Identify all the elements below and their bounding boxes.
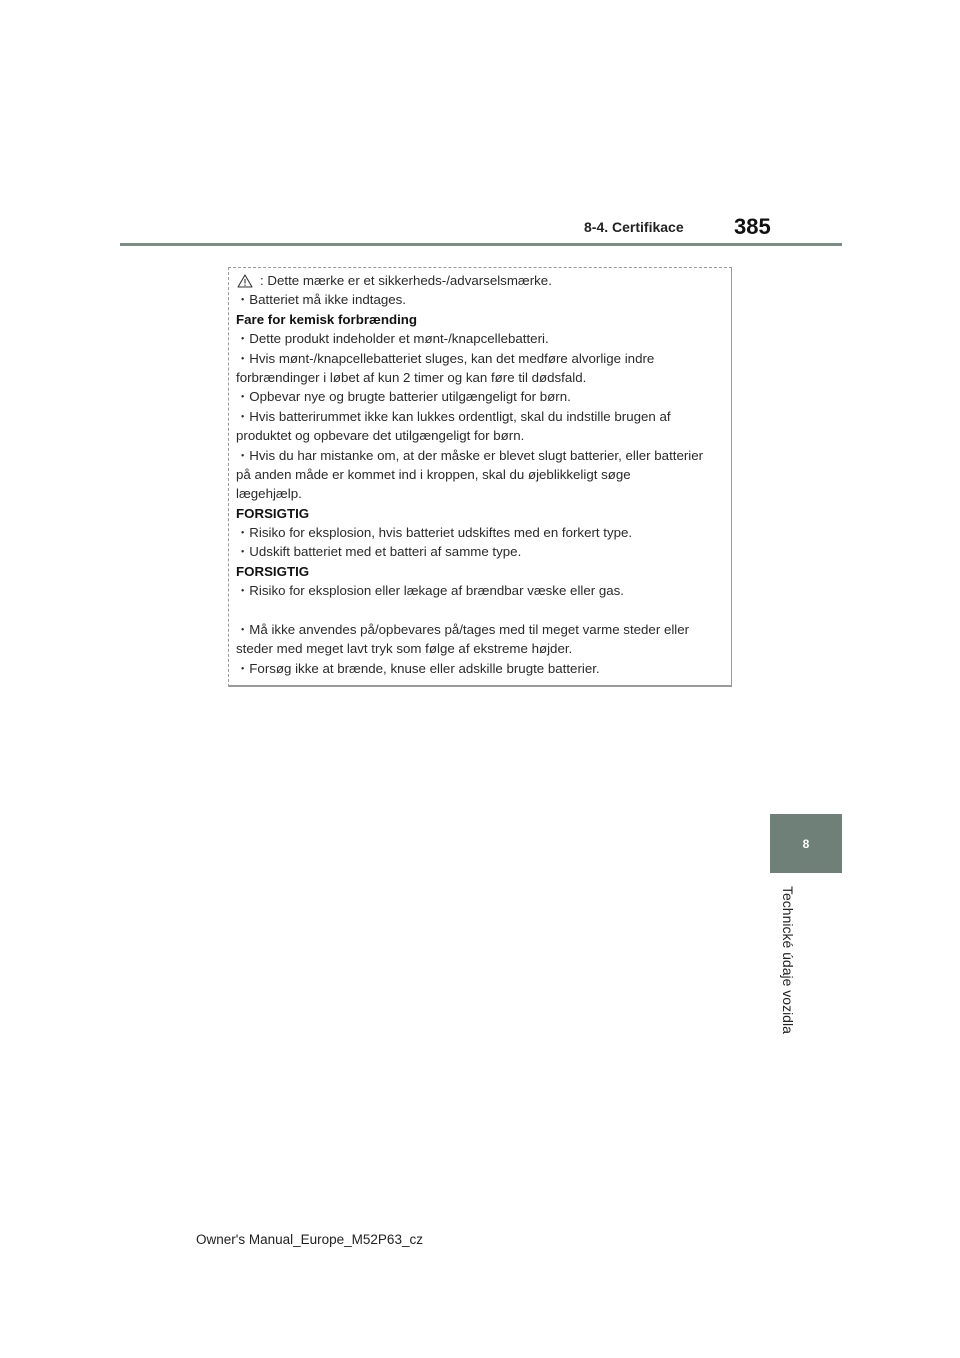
warning-notice-box xyxy=(228,267,732,687)
warning-label-text: : Dette mærke er et sikkerheds-/advarselsmærke. xyxy=(260,273,552,288)
page-number: 385 xyxy=(734,214,771,239)
notice-heading: Fare for kemisk forbrænding xyxy=(236,311,418,327)
chapter-tab xyxy=(770,814,842,873)
notice-line: forbrændinger i løbet af kun 2 timer og kan føre til dødsfald. xyxy=(236,369,587,385)
notice-line: på anden måde er kommet ind i kroppen, skal du øjeblikkeligt søge xyxy=(236,466,631,482)
notice-line: ・Hvis du har mistanke om, at der måske er blevet slugt batterier, eller batterier xyxy=(236,447,704,463)
chapter-number: 8 xyxy=(802,836,810,851)
notice-line: ・Må ikke anvendes på/opbevares på/tages med til meget varme steder eller xyxy=(236,622,690,638)
notice-line: ・Opbevar nye og brugte batterier utilgængeligt for børn. xyxy=(236,389,571,405)
section-title: 8-4. Certifikace xyxy=(584,219,684,235)
chapter-name: Technické údaje vozidla xyxy=(780,886,796,1034)
notice-lines xyxy=(236,290,731,678)
notice-line: ・Batteriet må ikke indtages. xyxy=(236,292,406,308)
warning-label-row xyxy=(236,271,731,290)
warning-triangle-icon xyxy=(237,274,253,288)
header-rule xyxy=(120,243,842,246)
notice-line: ・Forsøg ikke at brænde, knuse eller adskille brugte batterier. xyxy=(236,660,600,676)
footer-manual-id: Owner's Manual_Europe_M52P63_cz xyxy=(196,1232,423,1247)
notice-line: ・Dette produkt indeholder et mønt-/knapcellebatteri. xyxy=(236,331,549,347)
notice-heading: FORSIGTIG xyxy=(236,563,310,579)
notice-line: ・Hvis batterirummet ikke kan lukkes ordentligt, skal du indstille brugen af xyxy=(236,408,671,424)
notice-line: steder med meget lavt tryk som følge af ekstreme højder. xyxy=(236,641,573,657)
notice-line xyxy=(236,601,731,620)
notice-line: produktet og opbevare det utilgængeligt for børn. xyxy=(236,428,525,444)
notice-line: ・Risiko for eksplosion, hvis batteriet udskiftes med en forkert type. xyxy=(236,525,633,541)
notice-line: lægehjælp. xyxy=(236,486,302,502)
notice-line: ・Udskift batteriet med et batteri af samme type. xyxy=(236,544,522,560)
notice-line: ・Risiko for eksplosion eller lækage af brændbar væske eller gas. xyxy=(236,583,624,599)
notice-heading: FORSIGTIG xyxy=(236,505,310,521)
notice-line: ・Hvis mønt-/knapcellebatteriet sluges, kan det medføre alvorlige indre xyxy=(236,350,655,366)
